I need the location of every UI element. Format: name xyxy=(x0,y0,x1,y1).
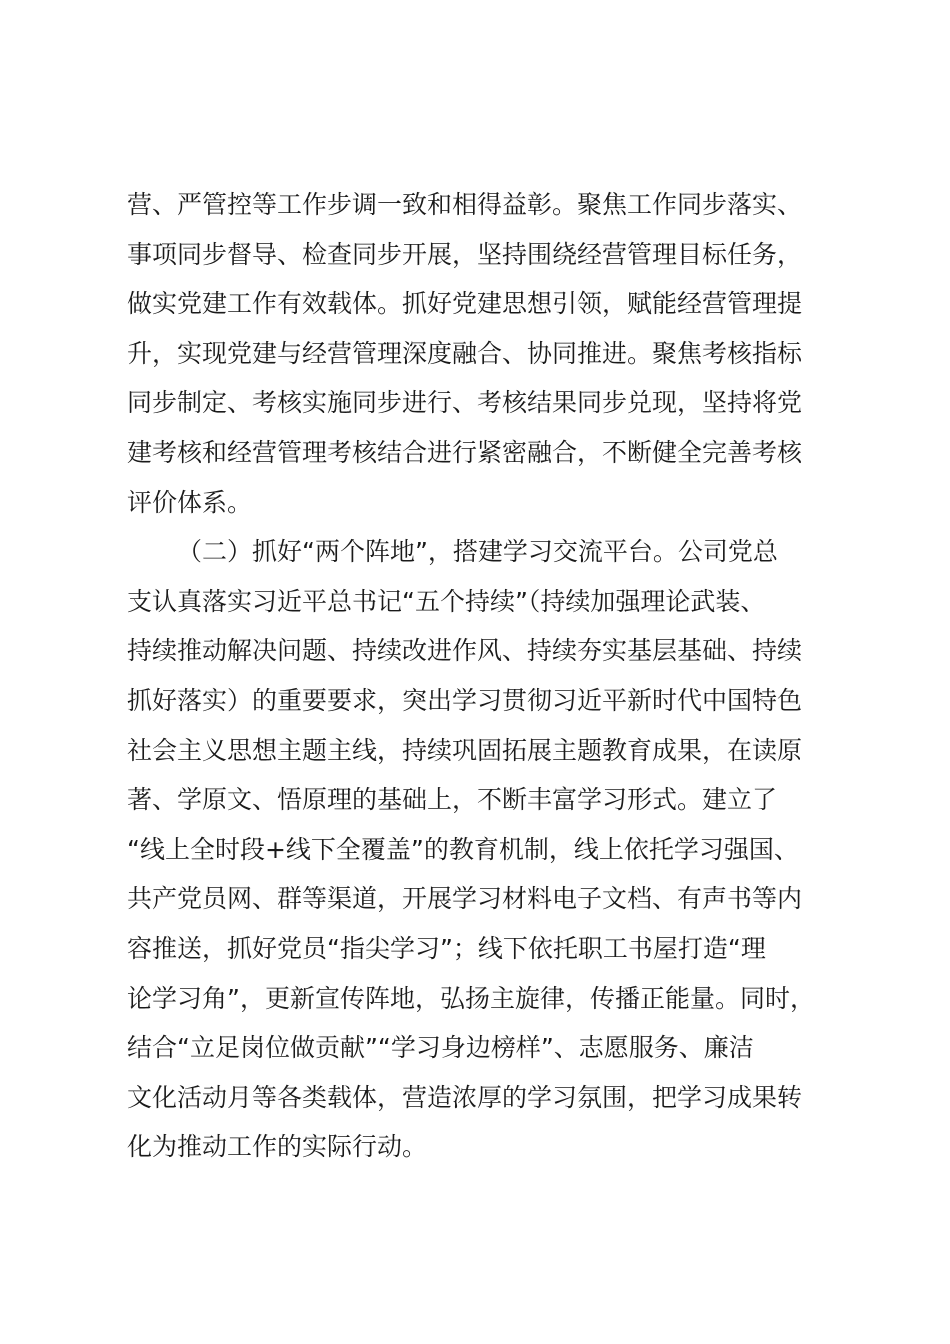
paragraph-1 xyxy=(127,180,833,527)
text-line: 做实党建工作有效载体。抓好党建思想引领，赋能经营管理提 xyxy=(127,289,803,319)
text-line: （二）抓好“两个阵地”，搭建学习交流平台。公司党总 xyxy=(177,537,778,567)
text-line: 事项同步督导、检查同步开展，坚持围绕经营管理目标任务， xyxy=(127,239,803,269)
text-line: 社会主义思想主题主线，持续巩固拓展主题教育成果，在读原 xyxy=(127,735,803,765)
text-line: 同步制定、考核实施同步进行、考核结果同步兑现，坚持将党 xyxy=(127,388,803,418)
text-line: 支认真落实习近平总书记“五个持续”（持续加强理论武装、 xyxy=(127,586,766,616)
text-line: 持续推动解决问题、持续改进作风、持续夯实基层基础、持续 xyxy=(127,636,803,666)
text-line: 抓好落实）的重要要求，突出学习贯彻习近平新时代中国特色 xyxy=(127,685,803,715)
text-line: 论学习角”，更新宣传阵地，弘扬主旋律，传播正能量。同时， xyxy=(127,983,815,1013)
text-line: “线上全时段+线下全覆盖”的教育机制，线上依托学习强国、 xyxy=(127,834,799,864)
paragraph-2 xyxy=(127,527,833,1172)
text-line: 化为推动工作的实际行动。 xyxy=(127,1132,428,1162)
text-line: 营、严管控等工作步调一致和相得益彰。聚焦工作同步落实、 xyxy=(127,190,803,219)
text-line: 著、学原文、悟原理的基础上，不断丰富学习形式。建立了 xyxy=(127,785,778,815)
body-text xyxy=(127,180,833,1172)
text-line: 文化活动月等各类载体，营造浓厚的学习氛围，把学习成果转 xyxy=(127,1082,803,1112)
text-line: 升，实现党建与经营管理深度融合、协同推进。聚焦考核指标 xyxy=(127,338,803,368)
text-line: 共产党员网、群等渠道，开展学习材料电子文档、有声书等内 xyxy=(127,884,803,914)
text-line: 评价体系。 xyxy=(127,487,253,517)
text-line: 容推送，抓好党员“指尖学习”；线下依托职工书屋打造“理 xyxy=(127,933,766,963)
text-line: 结合“立足岗位做贡献”“学习身边榜样”、志愿服务、廉洁 xyxy=(127,1033,754,1063)
text-line: 建考核和经营管理考核结合进行紧密融合，不断健全完善考核 xyxy=(127,437,803,467)
